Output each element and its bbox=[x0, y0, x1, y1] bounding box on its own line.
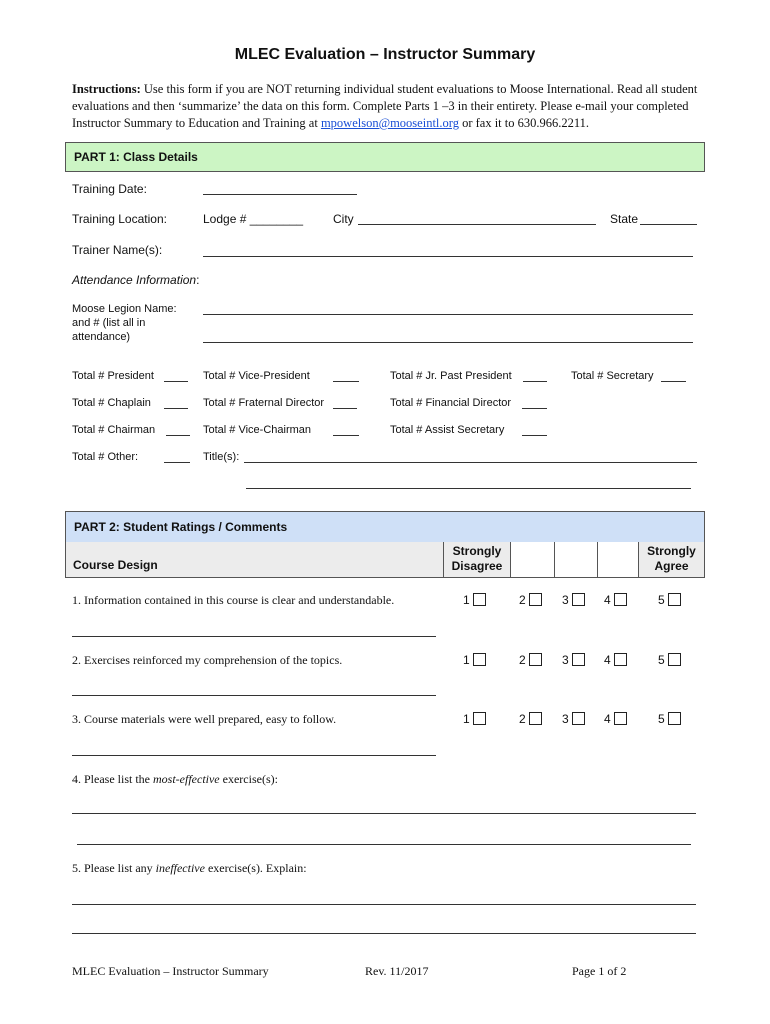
titles-field-1[interactable] bbox=[244, 462, 697, 463]
email-link[interactable]: mpowelson@mooseintl.org bbox=[320, 116, 459, 130]
legion-field-1[interactable] bbox=[203, 314, 693, 315]
question-5-field-2[interactable] bbox=[72, 933, 696, 934]
question-4-text bbox=[72, 772, 278, 787]
checkbox-icon[interactable] bbox=[529, 712, 542, 725]
total-vice-chairman-field[interactable] bbox=[333, 435, 359, 436]
attendance-label: Attendance Information bbox=[72, 273, 197, 287]
checkbox-icon[interactable] bbox=[572, 712, 585, 725]
checkbox-icon[interactable] bbox=[473, 712, 486, 725]
q2-rating-4[interactable] bbox=[604, 653, 627, 667]
total-secretary-label: Total # Secretary bbox=[571, 370, 654, 382]
checkbox-icon[interactable] bbox=[614, 593, 627, 606]
q3-rating-1[interactable] bbox=[463, 712, 486, 726]
total-vice-president-field[interactable] bbox=[333, 381, 359, 382]
q2-rating-1-label: 1 bbox=[463, 653, 470, 667]
attendance-colon: : bbox=[196, 273, 200, 287]
question-4-field-1[interactable] bbox=[72, 813, 696, 814]
checkbox-icon[interactable] bbox=[572, 653, 585, 666]
q3-rating-2[interactable] bbox=[519, 712, 542, 726]
lodge-number-field[interactable]: Lodge # ________ bbox=[203, 212, 304, 226]
total-vice-chairman-label: Total # Vice-Chairman bbox=[203, 424, 312, 436]
grid-col-blank-2 bbox=[554, 542, 597, 577]
page-title: MLEC Evaluation – Instructor Summary bbox=[234, 46, 536, 63]
legion-label-line3: attendance) bbox=[72, 331, 131, 343]
total-president-field[interactable] bbox=[164, 381, 188, 382]
training-date-label: Training Date: bbox=[72, 182, 147, 196]
q4-post: exercise(s): bbox=[219, 772, 278, 786]
checkbox-icon[interactable] bbox=[473, 653, 486, 666]
checkbox-icon[interactable] bbox=[529, 653, 542, 666]
question-3-comment-field[interactable] bbox=[72, 755, 436, 756]
total-other-field[interactable] bbox=[164, 462, 190, 463]
total-fraternal-director-field[interactable] bbox=[333, 408, 357, 409]
q2-rating-5-label: 5 bbox=[658, 653, 665, 667]
q3-rating-5[interactable] bbox=[658, 712, 681, 726]
total-financial-director-field[interactable] bbox=[522, 408, 547, 409]
footer-revision: Rev. 11/2017 bbox=[365, 964, 429, 978]
q5-post: exercise(s). Explain: bbox=[204, 861, 307, 875]
q1-rating-5[interactable] bbox=[658, 593, 681, 607]
strongly-disagree-line2: Disagree bbox=[451, 559, 503, 573]
q4-pre: 4. Please list the bbox=[72, 772, 153, 786]
checkbox-icon[interactable] bbox=[668, 593, 681, 606]
total-vice-president-label: Total # Vice-President bbox=[203, 370, 310, 382]
q1-rating-2[interactable] bbox=[519, 593, 542, 607]
strongly-disagree-line1: Strongly bbox=[452, 544, 502, 558]
legion-label-line1: Moose Legion Name: bbox=[72, 303, 177, 315]
total-assist-secretary-label: Total # Assist Secretary bbox=[390, 424, 505, 436]
q3-rating-1-label: 1 bbox=[463, 712, 470, 726]
checkbox-icon[interactable] bbox=[572, 593, 585, 606]
trainer-names-label: Trainer Name(s): bbox=[72, 243, 163, 257]
strongly-agree-heading bbox=[638, 542, 704, 577]
q1-rating-1-label: 1 bbox=[463, 593, 470, 607]
strongly-agree-line1: Strongly bbox=[647, 544, 696, 558]
q1-rating-1[interactable] bbox=[463, 593, 486, 607]
total-chaplain-field[interactable] bbox=[164, 408, 188, 409]
trainer-names-field[interactable] bbox=[203, 256, 693, 257]
course-design-label: Course Design bbox=[73, 558, 158, 572]
q2-rating-2-label: 2 bbox=[519, 653, 526, 667]
q5-emphasis: ineffective bbox=[155, 861, 205, 875]
q5-pre: 5. Please list any bbox=[72, 861, 156, 875]
q3-rating-4-label: 4 bbox=[604, 712, 611, 726]
question-5-field-1[interactable] bbox=[72, 904, 696, 905]
attendance-heading bbox=[72, 273, 199, 287]
instructions-text: Use this form if you are NOT returning individual student evaluations to Moose International. Read all student evaluations and then ‘summarize’ the data on this form. Complete Parts 1 –3 in their entirety. Please e-mail your completed Instructor Summary to Education and Training at bbox=[72, 82, 698, 130]
strongly-disagree-heading bbox=[443, 542, 510, 577]
footer-page-number: Page 1 of 2 bbox=[572, 964, 627, 978]
q3-rating-4[interactable] bbox=[604, 712, 627, 726]
q2-rating-4-label: 4 bbox=[604, 653, 611, 667]
total-president-label: Total # President bbox=[72, 370, 154, 382]
ratings-grid-header bbox=[65, 542, 705, 578]
state-label: State bbox=[610, 212, 639, 226]
q1-rating-4-label: 4 bbox=[604, 593, 611, 607]
instructions bbox=[72, 81, 702, 132]
q1-rating-3[interactable] bbox=[562, 593, 585, 607]
instructions-tail: or fax it to 630.966.2211. bbox=[462, 116, 590, 130]
checkbox-icon[interactable] bbox=[614, 653, 627, 666]
question-3-text: 3. Course materials were well prepared, easy to follow. bbox=[72, 712, 337, 726]
training-location-label: Training Location: bbox=[72, 212, 167, 226]
part1-header: PART 1: Class Details bbox=[65, 142, 705, 172]
total-chairman-label: Total # Chairman bbox=[72, 424, 156, 436]
total-secretary-field[interactable] bbox=[661, 381, 686, 382]
q4-emphasis: most-effective bbox=[153, 772, 220, 786]
titles-label: Title(s): bbox=[203, 451, 240, 463]
q1-rating-5-label: 5 bbox=[658, 593, 665, 607]
total-assist-secretary-field[interactable] bbox=[522, 435, 547, 436]
q3-rating-2-label: 2 bbox=[519, 712, 526, 726]
footer-title: MLEC Evaluation – Instructor Summary bbox=[72, 964, 269, 978]
q1-rating-4[interactable] bbox=[604, 593, 627, 607]
city-label: City bbox=[333, 212, 354, 226]
checkbox-icon[interactable] bbox=[614, 712, 627, 725]
checkbox-icon[interactable] bbox=[668, 712, 681, 725]
q1-rating-2-label: 2 bbox=[519, 593, 526, 607]
part2-header: PART 2: Student Ratings / Comments bbox=[65, 511, 705, 543]
q1-rating-3-label: 3 bbox=[562, 593, 569, 607]
q2-rating-5[interactable] bbox=[658, 653, 681, 667]
checkbox-icon[interactable] bbox=[473, 593, 486, 606]
total-fraternal-director-label: Total # Fraternal Director bbox=[203, 397, 325, 409]
titles-field-2[interactable] bbox=[246, 488, 691, 489]
strongly-agree-line2: Agree bbox=[654, 559, 689, 573]
grid-col-blank-1 bbox=[510, 542, 554, 577]
grid-col-blank-3 bbox=[597, 542, 638, 577]
q2-rating-3-label: 3 bbox=[562, 653, 569, 667]
total-chairman-field[interactable] bbox=[166, 435, 190, 436]
legion-field-2[interactable] bbox=[203, 342, 693, 343]
training-date-field[interactable] bbox=[203, 194, 357, 195]
total-financial-director-label: Total # Financial Director bbox=[390, 397, 512, 409]
checkbox-icon[interactable] bbox=[668, 653, 681, 666]
city-field[interactable] bbox=[358, 224, 596, 225]
instructions-label: Instructions: bbox=[72, 82, 141, 96]
question-1-text: 1. Information contained in this course is clear and understandable. bbox=[72, 593, 395, 607]
q2-rating-3[interactable] bbox=[562, 653, 585, 667]
question-5-text bbox=[72, 861, 307, 876]
q3-rating-5-label: 5 bbox=[658, 712, 665, 726]
legion-label-line2: and # (list all in bbox=[72, 317, 146, 329]
q2-rating-1[interactable] bbox=[463, 653, 486, 667]
q2-rating-2[interactable] bbox=[519, 653, 542, 667]
question-4-field-2[interactable] bbox=[77, 844, 691, 845]
total-other-label: Total # Other: bbox=[72, 451, 139, 463]
question-1-comment-field[interactable] bbox=[72, 636, 436, 637]
q3-rating-3[interactable] bbox=[562, 712, 585, 726]
total-jr-past-president-field[interactable] bbox=[523, 381, 547, 382]
checkbox-icon[interactable] bbox=[529, 593, 542, 606]
total-chaplain-label: Total # Chaplain bbox=[72, 397, 151, 409]
total-jr-past-president-label: Total # Jr. Past President bbox=[390, 370, 512, 382]
state-field[interactable] bbox=[640, 224, 697, 225]
question-2-comment-field[interactable] bbox=[72, 695, 436, 696]
q3-rating-3-label: 3 bbox=[562, 712, 569, 726]
question-2-text: 2. Exercises reinforced my comprehension of the topics. bbox=[72, 653, 343, 667]
